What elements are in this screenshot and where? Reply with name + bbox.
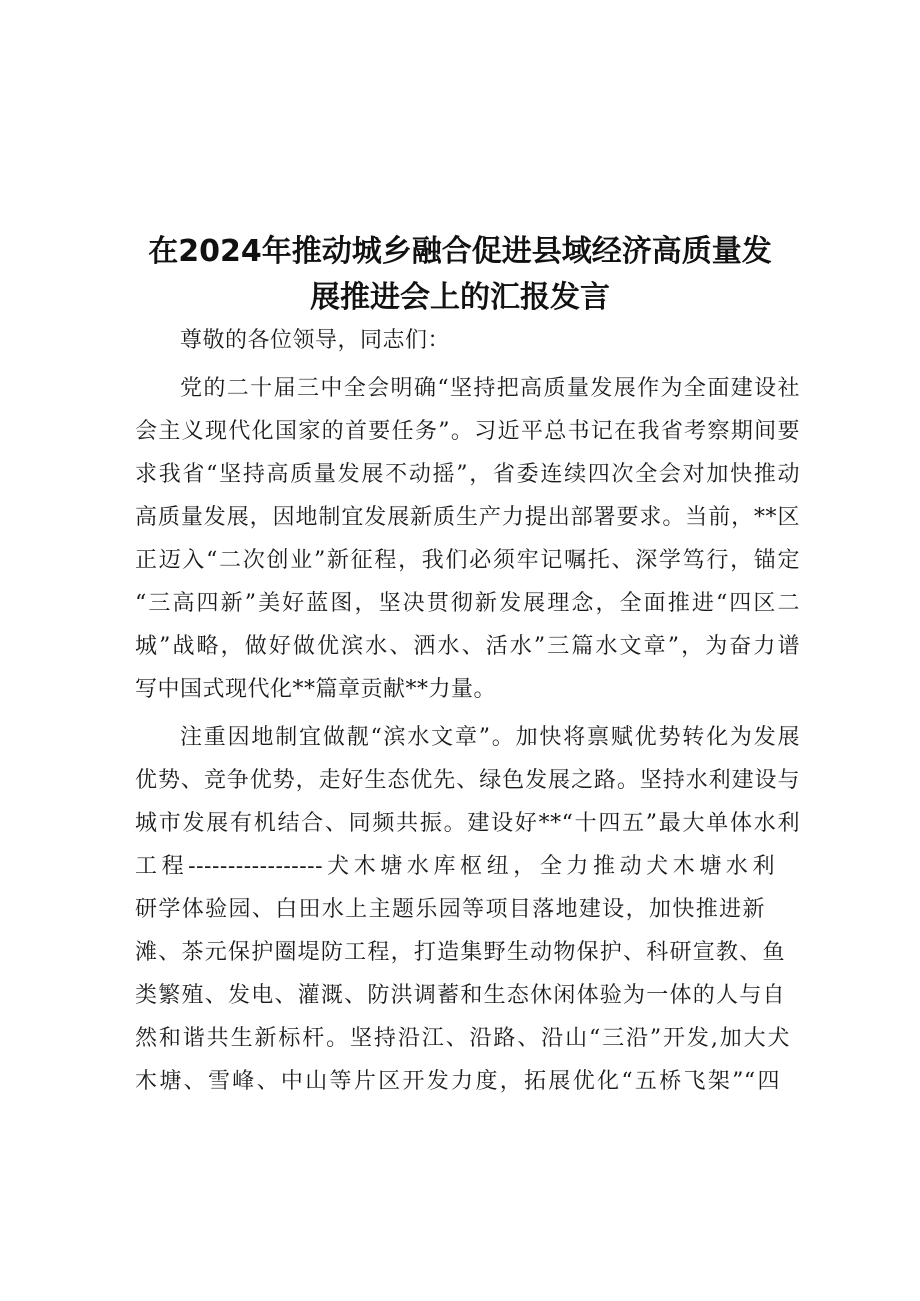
paragraph-2-line: 研学体验园、白田水上主题乐园等项目落地建设，加快推进新 [135,897,765,922]
paragraph-1-line: 正迈入“二次创业”新征程，我们必须牢记嘱托、深学笃行，锚定 [135,548,800,573]
salutation: 尊敬的各位领导，同志们： [180,328,451,353]
paragraph-1-line: 写中国式现代化**篇章贡献**力量。 [135,677,497,702]
paragraph-2-line: 然和谐共生新标杆。坚持沿江、沿路、沿山“三沿”开发,加大犬 [135,1026,790,1051]
paragraph-2-line: 注重因地制宜做靓“滨水文章”。加快将禀赋优势转化为发展 [180,725,800,750]
document-title-line-2: 展推进会上的汇报发言 [310,280,610,315]
paragraph-1-line: 城”战略，做好做优滨水、洒水、活水”三篇水文章”，为奋力谱 [135,634,800,659]
paragraph-2-line: 城市发展有机结合、同频共振。建设好**“十四五”最大单体水利 [135,811,800,836]
paragraph-2-line: 滩、茶元保护圈堤防工程，打造集野生动物保护、科研宣教、鱼 [135,940,785,965]
paragraph-2-line: 优势、竞争优势，走好生态优先、绿色发展之路。坚持水利建设与 [135,768,800,793]
paragraph-1-line: 会主义现代化国家的首要任务”。习近平总书记在我省考察期间要 [135,419,800,444]
paragraph-2-line: 木塘、雪峰、中山等片区开发力度，拓展优化“五桥飞架”“四 [135,1069,780,1094]
paragraph-1-line: 高质量发展，因地制宜发展新质生产力提出部署要求。当前，**区 [135,505,800,530]
paragraph-2-line: 类繁殖、发电、灌溉、防洪调蓄和生态休闲体验为一体的人与自 [135,983,785,1008]
document-title-line-1: 在2024年推动城乡融合促进县域经济高质量发 [148,234,772,269]
paragraph-2-line: 工程-----------------犬木塘水库枢纽，全力推动犬木塘水利 [135,854,775,879]
paragraph-1-line: 党的二十届三中全会明确“坚持把高质量发展作为全面建设社 [180,376,800,401]
paragraph-1-line: 求我省“坚持高质量发展不动摇”，省委连续四次全会对加快推动 [135,462,800,487]
paragraph-1-line: “三高四新”美好蓝图，坚决贯彻新发展理念，全面推进“四区二 [135,591,800,616]
